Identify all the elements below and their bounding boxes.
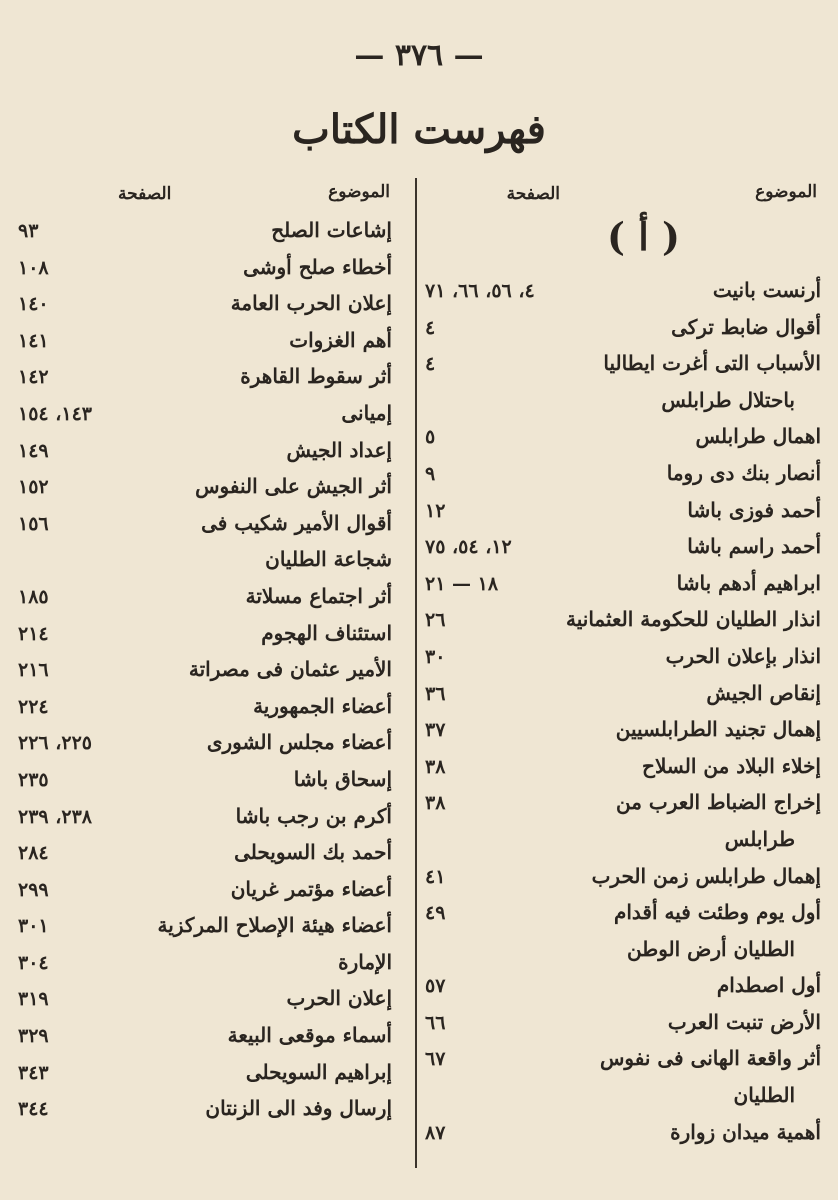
entry-topic: أثر الجيش على النفوس <box>195 474 392 499</box>
entry-topic: أهم الغزوات <box>289 327 392 352</box>
topic-header: الموضوع <box>755 182 817 202</box>
page-title: فهرست الكتاب <box>292 106 546 153</box>
entry-page: ١٤١ <box>18 329 49 352</box>
column-divider <box>415 178 417 1168</box>
index-entry <box>425 1042 825 1079</box>
index-entry <box>18 470 410 507</box>
entry-topic: طرابلس <box>724 826 795 851</box>
entry-page: ١٨٥ <box>18 585 49 608</box>
index-entry <box>18 909 410 946</box>
entry-topic: إعلان الحرب <box>286 986 392 1011</box>
entry-topic: أقوال ضابط تركى <box>671 314 821 339</box>
index-entry <box>425 420 825 457</box>
entry-page: ١٢ <box>425 499 446 522</box>
entry-topic: الأرض تنبت العرب <box>667 1009 821 1034</box>
index-entry <box>18 214 410 251</box>
entry-topic: إبراهيم السويحلى <box>245 1059 392 1084</box>
entry-page: ٣٨ <box>425 755 446 778</box>
index-entry <box>425 860 825 897</box>
entry-page: ٩ <box>425 462 436 485</box>
index-entry <box>18 360 410 397</box>
page-number: — ٣٧٦ — <box>354 38 484 73</box>
entry-page: ٣١٩ <box>18 988 49 1011</box>
index-entry <box>425 823 825 860</box>
entry-topic: إخلاء البلاد من السلاح <box>642 753 821 778</box>
index-entry <box>425 1079 825 1116</box>
page-header: الصفحة <box>506 184 560 204</box>
index-entry <box>425 750 825 787</box>
entry-list <box>425 274 825 1152</box>
index-entry <box>18 287 410 324</box>
index-entry <box>18 1092 410 1129</box>
entry-topic: إسحاق باشا <box>293 766 392 791</box>
entry-page: ٣٤٤ <box>18 1098 49 1121</box>
entry-topic: إهمال طرابلس زمن الحرب <box>591 863 821 888</box>
entry-topic: ابراهيم أدهم باشا <box>676 570 821 595</box>
index-entry <box>18 617 410 654</box>
entry-page: ٢٣٨، ٢٣٩ <box>18 805 92 828</box>
entry-page: ١٤٩ <box>18 439 49 462</box>
entry-topic: أعضاء هيئة الإصلاح المركزية <box>157 913 392 938</box>
entry-page: ٤٩ <box>425 902 446 925</box>
entry-topic: شجاعة الطليان <box>265 547 392 572</box>
entry-page: ٣٠ <box>425 645 446 668</box>
index-entry <box>18 836 410 873</box>
entry-topic: أخطاء صلح أوشى <box>243 254 392 279</box>
entry-topic: الطليان أرض الوطن <box>627 936 795 961</box>
entry-page: ١٤٣، ١٥٤ <box>18 402 92 425</box>
entry-page: ٩٣ <box>18 220 39 242</box>
index-entry <box>18 1056 410 1093</box>
entry-page: ٣٤٣ <box>18 1061 49 1084</box>
index-column-left <box>18 180 410 1170</box>
entry-topic: الطليان <box>733 1083 795 1108</box>
index-entry <box>18 873 410 910</box>
index-entry <box>18 251 410 288</box>
entry-page: ٣٠٤ <box>18 951 49 974</box>
index-entry <box>425 1116 825 1153</box>
entry-page: ١٤٠ <box>18 293 49 316</box>
entry-topic: أسماء موقعى البيعة <box>227 1023 392 1048</box>
index-entry <box>18 982 410 1019</box>
entry-page: ٣٦ <box>425 682 446 705</box>
index-entry <box>425 640 825 677</box>
entry-page: ٣٧ <box>425 719 446 742</box>
entry-topic: إهمال تجنيد الطرابلسيين <box>615 717 821 742</box>
entry-page: ١٨ — ٢١ <box>425 572 499 595</box>
entry-topic: أنصار بنك دى روما <box>666 460 821 485</box>
index-column-right <box>425 180 825 1170</box>
index-entry <box>425 311 825 348</box>
index-entry <box>18 763 410 800</box>
entry-page: ٢٢٥، ٢٢٦ <box>18 732 92 755</box>
entry-topic: أعضاء مجلس الشورى <box>206 730 392 755</box>
entry-page: ٢١٦ <box>18 659 49 682</box>
entry-topic: أثر سقوط القاهرة <box>240 364 392 389</box>
topic-header: الموضوع <box>328 182 390 202</box>
entry-page: ٣٨ <box>425 792 446 815</box>
entry-page: ٤ <box>425 316 436 339</box>
index-entry <box>425 1006 825 1043</box>
entry-page: ٤١ <box>425 865 446 888</box>
entry-topic: الإمارة <box>338 949 392 974</box>
entry-topic: أقوال الأمير شكيب فى <box>201 510 392 535</box>
page-header: الصفحة <box>118 184 172 204</box>
index-entry <box>18 324 410 361</box>
index-entry <box>425 969 825 1006</box>
entry-page: ٢٦ <box>425 609 446 632</box>
entry-page: ٣٢٩ <box>18 1025 49 1048</box>
index-entry <box>425 786 825 823</box>
entry-page: ٢٣٥ <box>18 768 49 791</box>
entry-topic: أول اصطدام <box>716 973 821 998</box>
entry-page: ٦٧ <box>425 1048 446 1071</box>
index-entry <box>18 543 410 580</box>
entry-topic: إميانى <box>341 400 392 425</box>
entry-topic: أثر اجتماع مسلاتة <box>245 583 392 608</box>
index-entry <box>425 603 825 640</box>
index-entry <box>18 397 410 434</box>
entry-page: ٥ <box>425 426 436 449</box>
index-entry <box>18 800 410 837</box>
entry-page: ٤ <box>425 353 436 376</box>
entry-topic: إعداد الجيش <box>286 437 392 462</box>
entry-page: ٢٩٩ <box>18 878 49 901</box>
entry-topic: أكرم بن رجب باشا <box>235 803 392 828</box>
index-entry <box>18 507 410 544</box>
entry-topic: أحمد فوزى باشا <box>687 497 821 522</box>
column-header <box>425 180 825 214</box>
index-entry <box>18 946 410 983</box>
entry-topic: إنقاص الجيش <box>706 680 821 705</box>
index-entry <box>425 457 825 494</box>
entry-topic: إرسال وفد الى الزنتان <box>205 1096 392 1121</box>
entry-topic: أعضاء الجمهورية <box>253 693 392 718</box>
entry-topic: أول يوم وطئت فيه أقدام <box>613 900 821 925</box>
index-entry <box>18 1019 410 1056</box>
entry-topic: استئناف الهجوم <box>261 620 392 645</box>
entry-page: ٨٧ <box>425 1121 446 1144</box>
entry-topic: اهمال طرابلس <box>695 424 821 449</box>
entry-topic: إعلان الحرب العامة <box>230 291 392 316</box>
entry-topic: أهمية ميدان زوارة <box>670 1119 821 1144</box>
index-entry <box>18 653 410 690</box>
entry-topic: إشاعات الصلح <box>271 218 392 242</box>
entry-page: ٢٢٤ <box>18 695 49 718</box>
entry-page: ٦٦ <box>425 1011 446 1034</box>
index-entry <box>18 434 410 471</box>
column-header <box>18 180 410 214</box>
index-entry <box>425 494 825 531</box>
entry-list <box>18 214 410 1129</box>
index-entry <box>425 677 825 714</box>
entry-page: ٣٠١ <box>18 915 49 938</box>
entry-topic: باحتلال طرابلس <box>661 387 795 412</box>
index-entry <box>425 384 825 421</box>
entry-topic: أرنست بانيت <box>712 278 821 302</box>
index-entry <box>18 726 410 763</box>
entry-topic: أحمد بك السويحلى <box>234 840 392 865</box>
index-entry <box>425 933 825 970</box>
entry-topic: إخراج الضباط العرب من <box>615 790 821 815</box>
entry-page: ١٥٢ <box>18 476 49 499</box>
entry-topic: الأمير عثمان فى مصراتة <box>188 657 392 682</box>
entry-topic: أثر واقعة الهانى فى نفوس <box>599 1046 821 1071</box>
index-entry <box>425 713 825 750</box>
entry-topic: انذار الطليان للحكومة العثمانية <box>566 607 821 632</box>
index-entry <box>18 580 410 617</box>
index-entry <box>425 274 825 311</box>
index-entry <box>18 690 410 727</box>
entry-page: ٥٧ <box>425 975 446 998</box>
index-entry <box>425 567 825 604</box>
entry-page: ٢١٤ <box>18 622 49 645</box>
entry-page: ١٠٨ <box>18 256 49 279</box>
index-entry <box>425 896 825 933</box>
entry-topic: الأسباب التى أغرت ايطاليا <box>603 351 821 376</box>
entry-page: ٤، ٥٦، ٦٦، ٧١ <box>425 280 535 302</box>
index-entry <box>425 530 825 567</box>
entry-page: ١٥٦ <box>18 512 49 535</box>
entry-topic: انذار بإعلان الحرب <box>665 643 821 668</box>
entry-page: ١٤٢ <box>18 366 49 389</box>
section-letter: ( أ ) <box>607 214 680 259</box>
entry-page: ١٢، ٥٤، ٧٥ <box>425 536 512 559</box>
entry-page: ٢٨٤ <box>18 842 49 865</box>
index-entry <box>425 347 825 384</box>
entry-topic: أحمد راسم باشا <box>687 534 821 559</box>
entry-topic: أعضاء مؤتمر غريان <box>230 876 392 901</box>
